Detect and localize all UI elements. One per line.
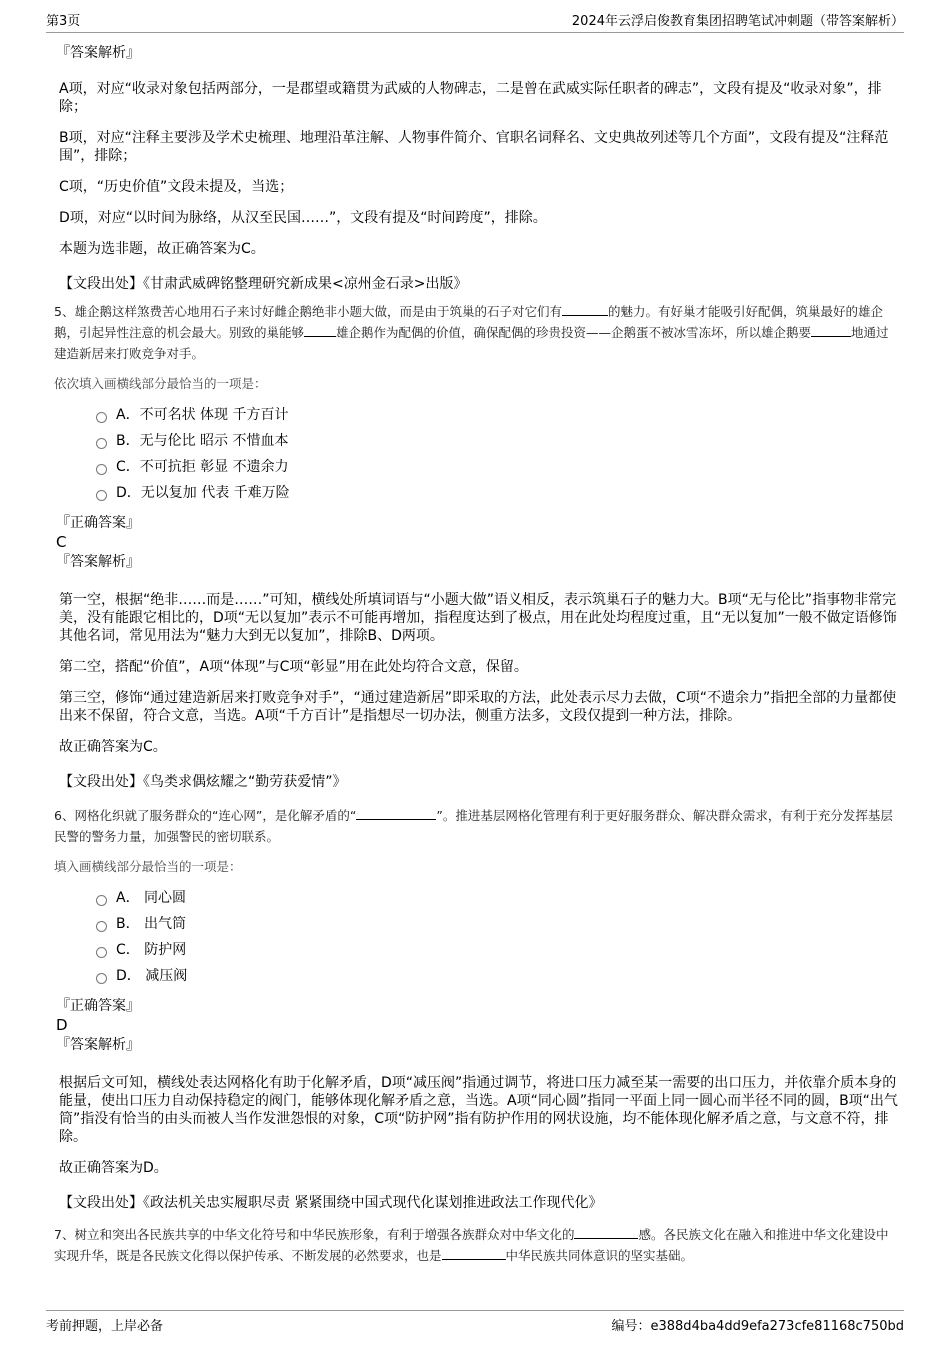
q7-question (54, 1224, 900, 1266)
q5-option-d-label: D．无以复加 代表 千难万险 (116, 485, 290, 501)
q5-source: 【文段出处】《鸟类求偶炫耀之“勤劳获爱情”》 (59, 774, 347, 790)
q5-text-1: 5、雄企鹅这样煞费苦心地用石子来讨好雌企鹅绝非小题大做，而是由于筑巢的石子对它们有 (54, 304, 562, 319)
q7-text-3: 中华民族共同体意识的坚实基础。 (505, 1248, 694, 1263)
radio-icon[interactable] (96, 412, 107, 423)
q4-analysis-a: A项，对应“收录对象包括两部分，一是郡望或籍贯为武威的人物碑志，二是曾在武威实际任职者的碑志”，文段有提及“收录对象”，排除； (59, 81, 882, 115)
q6-analysis: 根据后文可知，横线处表达网格化有助于化解矛盾，D项“减压阀”指通过调节，将进口压力减至某一需要的出口压力，并依靠介质本身的能量，使出口压力自动保持稳定的阀门，能够体现化解矛盾之意，当选。A项“同心圆”指同一平面上同一圆心而半径不同的圆，B项“出气筒”指没有恰当的由头而被人当作发泄怨恨的对象，C项“防护网”指有防护作用的网状设施，均不能体现化解矛盾之意，与文意不符，排除。 (59, 1075, 898, 1145)
q6-text-1: 6、网格化织就了服务群众的“连心网”，是化解矛盾的“ (54, 808, 357, 823)
q5-answer: C (56, 533, 67, 551)
page-header (46, 10, 904, 33)
q6-answer-label: 『正确答案』 (56, 998, 140, 1014)
q6-question (54, 805, 900, 847)
q5-prompt: 依次填入画横线部分最恰当的一项是： (54, 376, 267, 391)
q6-option-c-label: C． 防护网 (116, 942, 187, 958)
q5-options (96, 402, 900, 506)
q4-conclusion: 本题为选非题，故正确答案为C。 (59, 241, 265, 257)
radio-icon[interactable] (96, 464, 107, 475)
q5-question (54, 301, 900, 364)
q5-option-c-label: C．不可抗拒 彰显 不遗余力 (116, 459, 289, 475)
q4-analysis-c: C项，“历史价值”文段未提及，当选； (59, 179, 294, 195)
radio-icon[interactable] (96, 490, 107, 501)
radio-icon[interactable] (96, 895, 107, 906)
q6-text-2: ”。推进基层网格化管理有利于更好服务群众、解决群众需求，有利于充分发挥基层民警的警务力量，加强警民的密切联系。 (54, 808, 893, 844)
q6-option-d[interactable] (96, 963, 900, 989)
q4-source: 【文段出处】《甘肃武威碑铭整理研究新成果<凉州金石录>出版》 (59, 276, 468, 292)
radio-icon[interactable] (96, 947, 107, 958)
q5-conclusion: 故正确答案为C。 (59, 739, 167, 755)
q5-blank-1 (562, 303, 608, 316)
q5-analysis-3: 第三空，修饰“通过建造新居来打败竞争对手”，“通过建造新居”即采取的方法，此处表示尽力去做，C项“不遗余力”指把全部的力量都使出来不保留，符合文意，当选。A项“千方百计”是指想尽一切办法，侧重方法多，文段仅提到一种方法，排除。 (59, 690, 897, 724)
q6-option-b-label: B． 出气筒 (116, 916, 187, 932)
radio-icon[interactable] (96, 438, 107, 449)
q5-analysis-2: 第二空，搭配“价值”，A项“体现”与C项“彰显”用在此处均符合文意，保留。 (59, 659, 528, 675)
q6-analysis-label: 『答案解析』 (56, 1037, 140, 1053)
q7-text-1: 7、树立和突出各民族共享的中华文化符号和中华民族形象，有利于增强各族群众对中华文化的 (54, 1227, 575, 1242)
q5-text-4: 地通过建造新居来打败竞争对手。 (54, 325, 889, 361)
q4-analysis-label: 『答案解析』 (56, 45, 140, 61)
q5-option-a-label: A．不可名状 体现 千方百计 (116, 407, 289, 423)
page-footer (46, 1310, 904, 1334)
q6-conclusion: 故正确答案为D。 (59, 1160, 168, 1176)
q6-prompt: 填入画横线部分最恰当的一项是： (54, 859, 242, 874)
q4-analysis-d: D项，对应“以时间为脉络，从汉至民国……”，文段有提及“时间跨度”，排除。 (59, 210, 547, 226)
q6-option-b[interactable] (96, 911, 900, 937)
q5-blank-3 (811, 324, 851, 337)
q5-option-c[interactable] (96, 454, 900, 480)
main-content (56, 44, 900, 1266)
q5-option-d[interactable] (96, 480, 900, 506)
radio-icon[interactable] (96, 921, 107, 932)
q6-option-d-label: D． 减压阀 (116, 968, 188, 984)
footer-slogan: 考前押题，上岸必备 (46, 1319, 164, 1334)
q5-option-a[interactable] (96, 402, 900, 428)
q5-text-3: 雄企鹅作为配偶的价值，确保配偶的珍贵投资——企鹅蛋不被冰雪冻坏，所以雄企鹅要 (336, 325, 812, 340)
q6-answer: D (56, 1016, 68, 1034)
document-title: 2024年云浮启俊教育集团招聘笔试冲刺题（带答案解析） (571, 14, 904, 29)
page-number: 第3页 (46, 14, 81, 29)
q6-options (96, 885, 900, 989)
q6-option-c[interactable] (96, 937, 900, 963)
q7-blank-2 (442, 1247, 506, 1260)
q6-option-a[interactable] (96, 885, 900, 911)
q6-source: 【文段出处】《政法机关忠实履职尽责 紧紧围绕中国式现代化谋划推进政法工作现代化》 (59, 1195, 603, 1211)
q5-option-b[interactable] (96, 428, 900, 454)
q5-blank-2 (304, 324, 336, 337)
q7-blank-1 (574, 1226, 638, 1239)
q7-text-2: 感。各民族文化在融入和推进中华文化建设中实现升华，既是各民族文化得以保护传承、不断发展的必然要求，也是 (54, 1227, 889, 1263)
q6-option-a-label: A． 同心圆 (116, 890, 187, 906)
q5-text-2: 的魅力。有好巢才能吸引好配偶，筑巢最好的雄企鹅，引起异性注意的机会最大。别致的巢能够 (54, 304, 883, 340)
q5-analysis-label: 『答案解析』 (56, 554, 140, 570)
q5-option-b-label: B．无与伦比 昭示 不惜血本 (116, 433, 289, 449)
q5-analysis-1: 第一空，根据“绝非……而是……”可知，横线处所填词语与“小题大做”语义相反，表示筑巢石子的魅力大。B项“无与伦比”指事物非常完美，没有能跟它相比的，D项“无以复加”表示不可能再增加，指程度达到了极点，用在此处均程度过重，且“无以复加”一般不做定语修饰其他名词，常见用法为“魅力大到无以复加”，排除B、D两项。 (59, 592, 897, 644)
radio-icon[interactable] (96, 973, 107, 984)
q5-answer-label: 『正确答案』 (56, 515, 140, 531)
document-code: 编号：e388d4ba4dd9efa273cfe81168c750bd (611, 1319, 904, 1334)
q4-analysis-b: B项，对应“注释主要涉及学术史梳理、地理沿革注解、人物事件简介、官职名词释名、文史典故列述等几个方面”，文段有提及“注释范围”，排除； (59, 130, 889, 164)
q6-blank (356, 807, 436, 820)
